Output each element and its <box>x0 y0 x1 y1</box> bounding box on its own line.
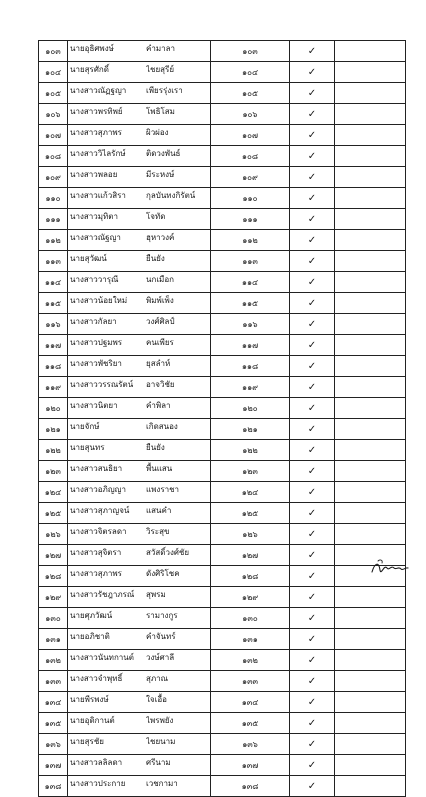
remarks-cell <box>335 755 406 776</box>
table-row <box>39 608 406 629</box>
first-name: นายอภิชาติ <box>70 632 110 641</box>
first-name: นางสาวนันทกานต์ <box>70 653 134 662</box>
remarks-cell <box>335 125 406 146</box>
first-name: นางสาวอภิญญา <box>70 485 126 494</box>
sequence-number: ๑๐๕ <box>211 83 290 104</box>
sequence-number: ๑๑๘ <box>211 356 290 377</box>
row-number: ๑๐๓ <box>39 41 68 62</box>
row-number: ๑๑๕ <box>39 293 68 314</box>
remarks-cell <box>335 629 406 650</box>
table-row <box>39 188 406 209</box>
full-name-cell <box>68 335 211 356</box>
remarks-cell <box>335 41 406 62</box>
row-number: ๑๐๙ <box>39 167 68 188</box>
check-mark: ✓ <box>290 755 335 776</box>
check-mark: ✓ <box>290 692 335 713</box>
remarks-cell <box>335 314 406 335</box>
sequence-number: ๑๒๑ <box>211 419 290 440</box>
table-row <box>39 503 406 524</box>
remarks-cell <box>335 272 406 293</box>
remarks-cell <box>335 587 406 608</box>
check-mark: ✓ <box>290 629 335 650</box>
full-name-cell <box>68 566 211 587</box>
last-name: คำพิลา <box>146 401 171 410</box>
first-name: นายอุดิกานต์ <box>70 716 115 725</box>
row-number: ๑๐๔ <box>39 62 68 83</box>
row-number: ๑๐๕ <box>39 83 68 104</box>
sequence-number: ๑๓๓ <box>211 671 290 692</box>
row-number: ๑๓๓ <box>39 671 68 692</box>
full-name-cell <box>68 734 211 755</box>
remarks-cell <box>335 671 406 692</box>
table-row <box>39 629 406 650</box>
last-name: พื้นแสน <box>146 464 173 473</box>
last-name: เพียรรุ่งเรา <box>146 86 183 95</box>
table-row <box>39 419 406 440</box>
check-mark: ✓ <box>290 209 335 230</box>
check-mark: ✓ <box>290 251 335 272</box>
remarks-cell <box>335 377 406 398</box>
last-name: สุพรม <box>146 590 166 599</box>
full-name-cell <box>68 41 211 62</box>
remarks-cell <box>335 650 406 671</box>
table-row <box>39 251 406 272</box>
full-name-cell <box>68 524 211 545</box>
check-mark: ✓ <box>290 104 335 125</box>
sequence-number: ๑๓๒ <box>211 650 290 671</box>
table-row <box>39 755 406 776</box>
check-mark: ✓ <box>290 314 335 335</box>
check-mark: ✓ <box>290 398 335 419</box>
table-row <box>39 230 406 251</box>
remarks-cell <box>335 713 406 734</box>
table-row <box>39 41 406 62</box>
remarks-cell <box>335 230 406 251</box>
sequence-number: ๑๒๕ <box>211 503 290 524</box>
sequence-number: ๑๑๗ <box>211 335 290 356</box>
check-mark: ✓ <box>290 377 335 398</box>
last-name: คำจันทร์ <box>146 632 176 641</box>
table-row <box>39 209 406 230</box>
row-number: ๑๑๗ <box>39 335 68 356</box>
last-name: พิมพ์เพ็ง <box>146 296 174 305</box>
check-mark: ✓ <box>290 335 335 356</box>
full-name-cell <box>68 482 211 503</box>
check-mark: ✓ <box>290 671 335 692</box>
table-row <box>39 167 406 188</box>
check-mark: ✓ <box>290 356 335 377</box>
last-name: วงษ์ศาลี <box>146 653 175 662</box>
sequence-number: ๑๒๗ <box>211 545 290 566</box>
full-name-cell <box>68 230 211 251</box>
last-name: ยุสลำห์ <box>146 359 171 368</box>
first-name: นางสาวประกาย <box>70 779 126 788</box>
row-number: ๑๒๔ <box>39 482 68 503</box>
row-number: ๑๒๗ <box>39 545 68 566</box>
first-name: นางสาวลลิลดา <box>70 758 123 767</box>
first-name: นางสาวสุภาพร <box>70 569 122 578</box>
table-row <box>39 104 406 125</box>
last-name: ฮุหาวงค์ <box>146 233 175 242</box>
full-name-cell <box>68 755 211 776</box>
row-number: ๑๓๗ <box>39 755 68 776</box>
sequence-number: ๑๓๑ <box>211 629 290 650</box>
check-mark: ✓ <box>290 188 335 209</box>
first-name: นายอุธิศพงษ์ <box>70 44 114 53</box>
row-number: ๑๒๑ <box>39 419 68 440</box>
last-name: สวัสดิ์วงศ์ชัย <box>146 548 190 557</box>
table-row <box>39 146 406 167</box>
first-name: นางสาวนิตยา <box>70 401 118 410</box>
first-name: นางสาวสุจิตรา <box>70 548 122 557</box>
sequence-number: ๑๓๕ <box>211 713 290 734</box>
row-number: ๑๑๖ <box>39 314 68 335</box>
first-name: นายศุภวัฒน์ <box>70 611 113 620</box>
last-name: ติดวงพันธ์ <box>146 149 181 158</box>
row-number: ๑๓๒ <box>39 650 68 671</box>
row-number: ๑๓๘ <box>39 776 68 797</box>
last-name: แสนคำ <box>146 506 172 515</box>
row-number: ๑๓๐ <box>39 608 68 629</box>
check-mark: ✓ <box>290 461 335 482</box>
full-name-cell <box>68 608 211 629</box>
table-row <box>39 272 406 293</box>
full-name-cell <box>68 377 211 398</box>
first-name: นางสาวจำพุทธิ์ <box>70 674 123 683</box>
remarks-cell <box>335 209 406 230</box>
last-name: รามางกูร <box>146 611 178 620</box>
first-name: นางสาวสุภาพร <box>70 128 122 137</box>
last-name: ไชยนาม <box>146 737 176 746</box>
remarks-cell <box>335 146 406 167</box>
last-name: มีระหงษ์ <box>146 170 175 179</box>
check-mark: ✓ <box>290 545 335 566</box>
full-name-cell <box>68 167 211 188</box>
first-name: นายจักษ์ <box>70 422 100 431</box>
sequence-number: ๑๑๒ <box>211 230 290 251</box>
full-name-cell <box>68 104 211 125</box>
remarks-cell <box>335 104 406 125</box>
last-name: ไพรพยัง <box>146 716 174 725</box>
row-number: ๑๒๘ <box>39 566 68 587</box>
table-row <box>39 125 406 146</box>
remarks-cell <box>335 461 406 482</box>
remarks-cell <box>335 167 406 188</box>
last-name: นกเมือก <box>146 275 174 284</box>
sequence-number: ๑๓๐ <box>211 608 290 629</box>
remarks-cell <box>335 335 406 356</box>
sequence-number: ๑๐๗ <box>211 125 290 146</box>
full-name-cell <box>68 356 211 377</box>
sequence-number: ๑๑๖ <box>211 314 290 335</box>
remarks-cell <box>335 251 406 272</box>
row-number: ๑๓๕ <box>39 713 68 734</box>
row-number: ๑๑๘ <box>39 356 68 377</box>
check-mark: ✓ <box>290 272 335 293</box>
full-name-cell <box>68 713 211 734</box>
sequence-number: ๑๒๙ <box>211 587 290 608</box>
row-number: ๑๒๐ <box>39 398 68 419</box>
sequence-number: ๑๓๔ <box>211 692 290 713</box>
sequence-number: ๑๐๔ <box>211 62 290 83</box>
check-mark: ✓ <box>290 293 335 314</box>
sequence-number: ๑๒๘ <box>211 566 290 587</box>
full-name-cell <box>68 545 211 566</box>
row-number: ๑๒๙ <box>39 587 68 608</box>
last-name: สุภาณ <box>146 674 169 683</box>
sequence-number: ๑๒๔ <box>211 482 290 503</box>
full-name-cell <box>68 398 211 419</box>
last-name: โจทัด <box>146 212 166 221</box>
table-row <box>39 293 406 314</box>
last-name: คนเพียร <box>146 338 174 347</box>
row-number: ๑๑๒ <box>39 230 68 251</box>
table-row <box>39 692 406 713</box>
first-name: นางสาววารุณี <box>70 275 119 284</box>
handwritten-signature <box>370 556 410 580</box>
check-mark: ✓ <box>290 125 335 146</box>
first-name: นางสาวพัชริยา <box>70 359 122 368</box>
check-mark: ✓ <box>290 41 335 62</box>
full-name-cell <box>68 62 211 83</box>
check-mark: ✓ <box>290 734 335 755</box>
remarks-cell <box>335 62 406 83</box>
first-name: นางสาวจิตรลดา <box>70 527 127 536</box>
row-number: ๑๒๖ <box>39 524 68 545</box>
remarks-cell <box>335 293 406 314</box>
attendance-sheet <box>38 40 406 797</box>
remarks-cell <box>335 398 406 419</box>
remarks-cell <box>335 482 406 503</box>
check-mark: ✓ <box>290 146 335 167</box>
table-row <box>39 587 406 608</box>
last-name: เวชกามา <box>146 779 178 788</box>
remarks-cell <box>335 734 406 755</box>
table-row <box>39 62 406 83</box>
first-name: นางสาวสนธิยา <box>70 464 123 473</box>
last-name: ไชยสุรีย์ <box>146 65 175 74</box>
first-name: นางสาววิไลรักษ์ <box>70 149 126 158</box>
remarks-cell <box>335 188 406 209</box>
table-row <box>39 377 406 398</box>
remarks-cell <box>335 440 406 461</box>
first-name: นางสาวแก้วสิรา <box>70 191 126 200</box>
first-name: นายสุวัฒน์ <box>70 254 107 263</box>
row-number: ๑๑๐ <box>39 188 68 209</box>
sequence-number: ๑๓๘ <box>211 776 290 797</box>
full-name-cell <box>68 776 211 797</box>
first-name: นายพีรพงษ์ <box>70 695 109 704</box>
check-mark: ✓ <box>290 524 335 545</box>
first-name: นางสาวน้อยใหม่ <box>70 296 128 305</box>
first-name: นางสาวณัฏฐญา <box>70 86 127 95</box>
check-mark: ✓ <box>290 713 335 734</box>
first-name: นายสุรศักดิ์ <box>70 65 109 74</box>
remarks-cell <box>335 419 406 440</box>
remarks-cell <box>335 692 406 713</box>
full-name-cell <box>68 272 211 293</box>
first-name: นางสาวมุทิตา <box>70 212 118 221</box>
table-body <box>39 41 406 797</box>
remarks-cell <box>335 503 406 524</box>
table-row <box>39 776 406 797</box>
first-name: นางสาวกัลยา <box>70 317 117 326</box>
check-mark: ✓ <box>290 167 335 188</box>
first-name: นายสุรชัย <box>70 737 104 746</box>
table-row <box>39 734 406 755</box>
sequence-number: ๑๒๐ <box>211 398 290 419</box>
check-mark: ✓ <box>290 62 335 83</box>
row-number: ๑๓๔ <box>39 692 68 713</box>
first-name: นางสาววรรณรัตน์ <box>70 380 134 389</box>
sequence-number: ๑๑๓ <box>211 251 290 272</box>
check-mark: ✓ <box>290 587 335 608</box>
row-number: ๑๒๓ <box>39 461 68 482</box>
last-name: เกิดสนอง <box>146 422 178 431</box>
check-mark: ✓ <box>290 503 335 524</box>
sequence-number: ๑๐๙ <box>211 167 290 188</box>
sequence-number: ๑๓๗ <box>211 755 290 776</box>
name-table <box>38 40 406 797</box>
row-number: ๑๑๙ <box>39 377 68 398</box>
table-row <box>39 314 406 335</box>
check-mark: ✓ <box>290 650 335 671</box>
first-name: นางสาวรัชฎาภรณ์ <box>70 590 135 599</box>
full-name-cell <box>68 503 211 524</box>
row-number: ๑๑๔ <box>39 272 68 293</box>
full-name-cell <box>68 461 211 482</box>
last-name: ดังศิริโชค <box>146 569 180 578</box>
check-mark: ✓ <box>290 419 335 440</box>
row-number: ๑๒๒ <box>39 440 68 461</box>
full-name-cell <box>68 146 211 167</box>
sequence-number: ๑๒๖ <box>211 524 290 545</box>
full-name-cell <box>68 209 211 230</box>
check-mark: ✓ <box>290 566 335 587</box>
sequence-number: ๑๒๒ <box>211 440 290 461</box>
full-name-cell <box>68 188 211 209</box>
check-mark: ✓ <box>290 440 335 461</box>
check-mark: ✓ <box>290 230 335 251</box>
first-name: นางสาวพรทิพย์ <box>70 107 123 116</box>
first-name: นางสาวปฐมพร <box>70 338 123 347</box>
check-mark: ✓ <box>290 608 335 629</box>
sequence-number: ๑๑๐ <box>211 188 290 209</box>
full-name-cell <box>68 251 211 272</box>
row-number: ๑๐๘ <box>39 146 68 167</box>
table-row <box>39 335 406 356</box>
table-row <box>39 482 406 503</box>
table-row <box>39 566 406 587</box>
last-name: โพธิโสม <box>146 107 175 116</box>
sequence-number: ๑๑๔ <box>211 272 290 293</box>
row-number: ๑๒๕ <box>39 503 68 524</box>
remarks-cell <box>335 356 406 377</box>
full-name-cell <box>68 314 211 335</box>
table-row <box>39 524 406 545</box>
last-name: ศรีนาม <box>146 758 171 767</box>
row-number: ๑๐๖ <box>39 104 68 125</box>
full-name-cell <box>68 125 211 146</box>
table-row <box>39 398 406 419</box>
last-name: กุลบันทงกิรัตน์ <box>146 191 196 200</box>
last-name: อาจวิชัย <box>146 380 175 389</box>
sequence-number: ๑๐๓ <box>211 41 290 62</box>
table-row <box>39 671 406 692</box>
last-name: วงศ์ศิลป์ <box>146 317 175 326</box>
sequence-number: ๑๑๑ <box>211 209 290 230</box>
last-name: วิระสุข <box>146 527 170 536</box>
check-mark: ✓ <box>290 776 335 797</box>
table-row <box>39 440 406 461</box>
remarks-cell <box>335 83 406 104</box>
full-name-cell <box>68 692 211 713</box>
remarks-cell <box>335 608 406 629</box>
last-name: ผิวผ่อง <box>146 128 169 137</box>
table-row <box>39 713 406 734</box>
first-name: นางสาวณัฐญา <box>70 233 121 242</box>
last-name: แพงราชา <box>146 485 180 494</box>
table-row <box>39 356 406 377</box>
last-name: คำมาลา <box>146 44 176 53</box>
first-name: นางสาวสุภาญจน์ <box>70 506 130 515</box>
sequence-number: ๑๑๕ <box>211 293 290 314</box>
sequence-number: ๑๒๓ <box>211 461 290 482</box>
last-name: ยืนยัง <box>146 443 165 452</box>
row-number: ๑๓๖ <box>39 734 68 755</box>
full-name-cell <box>68 629 211 650</box>
remarks-cell <box>335 776 406 797</box>
full-name-cell <box>68 587 211 608</box>
table-row <box>39 545 406 566</box>
full-name-cell <box>68 83 211 104</box>
full-name-cell <box>68 440 211 461</box>
check-mark: ✓ <box>290 83 335 104</box>
sequence-number: ๑๐๖ <box>211 104 290 125</box>
first-name: นางสาวพลอย <box>70 170 118 179</box>
sequence-number: ๑๐๘ <box>211 146 290 167</box>
table-row <box>39 650 406 671</box>
last-name: ใจเอื้อ <box>146 695 167 704</box>
row-number: ๑๑๑ <box>39 209 68 230</box>
full-name-cell <box>68 293 211 314</box>
row-number: ๑๓๑ <box>39 629 68 650</box>
remarks-cell <box>335 524 406 545</box>
check-mark: ✓ <box>290 482 335 503</box>
full-name-cell <box>68 419 211 440</box>
table-row <box>39 461 406 482</box>
full-name-cell <box>68 671 211 692</box>
last-name: ยืนยัง <box>146 254 165 263</box>
table-row <box>39 83 406 104</box>
sequence-number: ๑๑๙ <box>211 377 290 398</box>
row-number: ๑๑๓ <box>39 251 68 272</box>
sequence-number: ๑๓๖ <box>211 734 290 755</box>
first-name: นายสุนทร <box>70 443 105 452</box>
full-name-cell <box>68 650 211 671</box>
row-number: ๑๐๗ <box>39 125 68 146</box>
